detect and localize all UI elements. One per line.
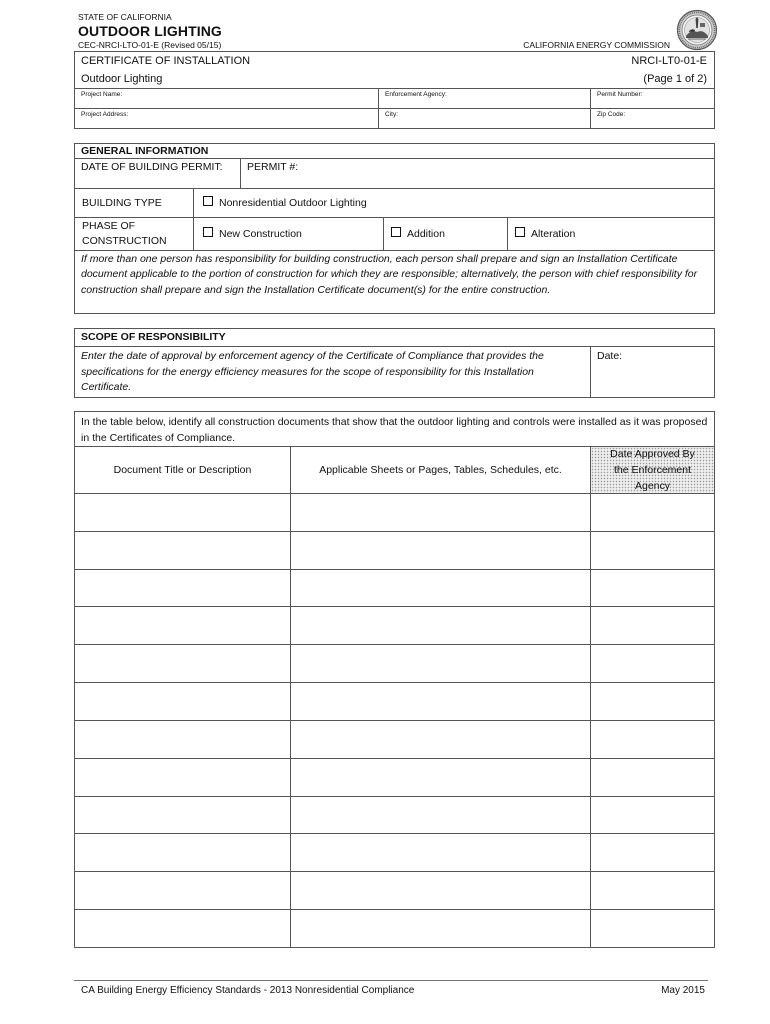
general-information-heading: GENERAL INFORMATION — [81, 145, 209, 157]
new-construction-label: New Construction — [219, 227, 302, 240]
applicable-sheets-cell[interactable] — [291, 683, 591, 720]
form-code: CEC-NRCI-LTO-01-E (Revised 05/15) — [78, 40, 222, 50]
zip-code-label: Zip Code: — [597, 111, 626, 118]
applicable-sheets-cell[interactable] — [291, 607, 591, 644]
column-header-date-approved: Date Approved By the Enforcement Agency — [591, 447, 714, 493]
project-address-row — [75, 109, 714, 128]
addition-checkbox[interactable] — [391, 227, 401, 237]
date-approved-cell[interactable] — [591, 834, 714, 871]
document-title-cell[interactable] — [75, 570, 291, 607]
date-of-building-permit-field[interactable] — [75, 159, 241, 188]
applicable-sheets-cell[interactable] — [291, 570, 591, 607]
construction-documents-section — [74, 411, 715, 948]
permit-row — [75, 159, 714, 189]
general-information-header — [75, 144, 714, 159]
date-approved-cell[interactable] — [591, 494, 714, 531]
project-name-field[interactable] — [75, 89, 379, 108]
document-title-cell[interactable] — [75, 532, 291, 569]
table-row — [75, 834, 714, 872]
table-row — [75, 683, 714, 721]
project-address-field[interactable] — [75, 109, 379, 128]
scope-date-field[interactable] — [591, 347, 714, 397]
phase-of-construction-label: PHASE OF CONSTRUCTION — [82, 220, 167, 247]
document-title-cell[interactable] — [75, 759, 291, 796]
alteration-checkbox[interactable] — [515, 227, 525, 237]
document-title-cell[interactable] — [75, 494, 291, 531]
applicable-sheets-cell[interactable] — [291, 759, 591, 796]
date-approved-cell[interactable] — [591, 910, 714, 947]
building-type-label: BUILDING TYPE — [75, 189, 194, 217]
document-title-cell[interactable] — [75, 872, 291, 909]
zip-code-field[interactable] — [591, 109, 714, 128]
date-approved-cell[interactable] — [591, 683, 714, 720]
permit-number-hash-label: PERMIT #: — [247, 161, 299, 173]
document-title-cell[interactable] — [75, 834, 291, 871]
city-field[interactable] — [379, 109, 591, 128]
footer-standard: CA Building Energy Efficiency Standards - 2013 Nonresidential Compliance — [81, 985, 415, 996]
table-row — [75, 570, 714, 608]
permit-number-label: Permit Number: — [597, 91, 643, 98]
table-row — [75, 494, 714, 532]
permit-number-input-field[interactable] — [241, 159, 714, 188]
certificate-title-row — [75, 52, 714, 70]
table-row — [75, 759, 714, 797]
nonresidential-outdoor-lighting-label: Nonresidential Outdoor Lighting — [219, 196, 367, 209]
project-info-row — [75, 89, 714, 109]
page-indicator: (Page 1 of 2) — [643, 72, 707, 85]
alteration-option — [508, 218, 714, 250]
table-row — [75, 910, 714, 947]
applicable-sheets-cell[interactable] — [291, 872, 591, 909]
table-header-row — [75, 447, 714, 494]
document-title-cell[interactable] — [75, 645, 291, 682]
scope-date-label: Date: — [597, 350, 623, 362]
state-seal-icon — [676, 9, 718, 51]
scope-instruction: Enter the date of approval by enforcement agency of the Certificate of Compliance that provides the specifications for the energy efficiency measures for the scope of responsibility for this Installation Certificate. — [75, 347, 591, 397]
responsibility-note: If more than one person has responsibility for building construction, each person shall prepare and sign an Installation Certificate document applicable to the portion of construction for which they are responsible; alternatively, the person with chief responsibility for construction shall prepare and sign the Installation Certificate document(s) for the entire construction. — [81, 253, 698, 296]
certificate-subtitle-row — [75, 70, 714, 89]
table-row — [75, 532, 714, 570]
project-address-label: Project Address: — [81, 111, 129, 118]
date-approved-cell[interactable] — [591, 872, 714, 909]
agency-name: CALIFORNIA ENERGY COMMISSION — [523, 40, 670, 50]
alteration-label: Alteration — [531, 227, 576, 240]
column-header-document-title: Document Title or Description — [75, 447, 291, 493]
date-approved-cell[interactable] — [591, 532, 714, 569]
scope-row — [75, 347, 714, 397]
table-row — [75, 645, 714, 683]
certificate-header-box — [74, 51, 715, 129]
date-approved-cell[interactable] — [591, 645, 714, 682]
form-subtitle: Outdoor Lighting — [81, 72, 163, 85]
document-title-cell[interactable] — [75, 797, 291, 834]
applicable-sheets-cell[interactable] — [291, 494, 591, 531]
date-approved-cell[interactable] — [591, 759, 714, 796]
date-of-building-permit-label: DATE OF BUILDING PERMIT: — [81, 161, 223, 173]
building-type-option — [194, 189, 714, 217]
construction-documents-table — [75, 446, 714, 947]
applicable-sheets-cell[interactable] — [291, 797, 591, 834]
certificate-title: CERTIFICATE OF INSTALLATION — [81, 54, 251, 67]
city-label: City: — [385, 111, 398, 118]
construction-documents-intro: In the table below, identify all construction documents that show that the outdoor lighting and controls were installed as it was proposed in the Certificates of Compliance. — [81, 416, 708, 444]
enforcement-agency-label: Enforcement Agency: — [385, 91, 447, 98]
scope-of-responsibility-section — [74, 328, 715, 398]
phase-of-construction-row — [75, 218, 714, 251]
scope-heading: SCOPE OF RESPONSIBILITY — [81, 331, 226, 343]
applicable-sheets-cell[interactable] — [291, 645, 591, 682]
applicable-sheets-cell[interactable] — [291, 721, 591, 758]
new-construction-checkbox[interactable] — [203, 227, 213, 237]
table-row — [75, 872, 714, 910]
document-title-cell[interactable] — [75, 683, 291, 720]
table-row — [75, 607, 714, 645]
applicable-sheets-cell[interactable] — [291, 910, 591, 947]
nonresidential-outdoor-lighting-checkbox[interactable] — [203, 196, 213, 206]
permit-number-field[interactable] — [591, 89, 714, 108]
form-title: OUTDOOR LIGHTING — [78, 23, 222, 39]
footer-divider — [74, 980, 708, 981]
addition-label: Addition — [407, 227, 445, 240]
table-row — [75, 797, 714, 835]
phase-of-construction-cell — [75, 218, 194, 250]
applicable-sheets-cell[interactable] — [291, 532, 591, 569]
state-label: STATE OF CALIFORNIA — [78, 12, 172, 22]
table-row — [75, 721, 714, 759]
table-body — [75, 494, 714, 947]
enforcement-agency-field[interactable] — [379, 89, 591, 108]
footer-date: May 2015 — [661, 985, 705, 996]
document-title-cell[interactable] — [75, 721, 291, 758]
project-name-label: Project Name: — [81, 91, 123, 98]
form-number: NRCI-LT0-01-E — [631, 54, 707, 67]
applicable-sheets-cell[interactable] — [291, 834, 591, 871]
scope-header — [75, 329, 714, 347]
new-construction-option — [194, 218, 384, 250]
document-title-cell[interactable] — [75, 607, 291, 644]
date-approved-cell[interactable] — [591, 797, 714, 834]
column-header-applicable-sheets: Applicable Sheets or Pages, Tables, Schedules, etc. — [291, 447, 591, 493]
general-information-section — [74, 143, 715, 314]
document-title-cell[interactable] — [75, 910, 291, 947]
date-approved-cell[interactable] — [591, 570, 714, 607]
addition-option — [384, 218, 508, 250]
date-approved-cell[interactable] — [591, 721, 714, 758]
date-approved-cell[interactable] — [591, 607, 714, 644]
building-type-row — [75, 189, 714, 218]
